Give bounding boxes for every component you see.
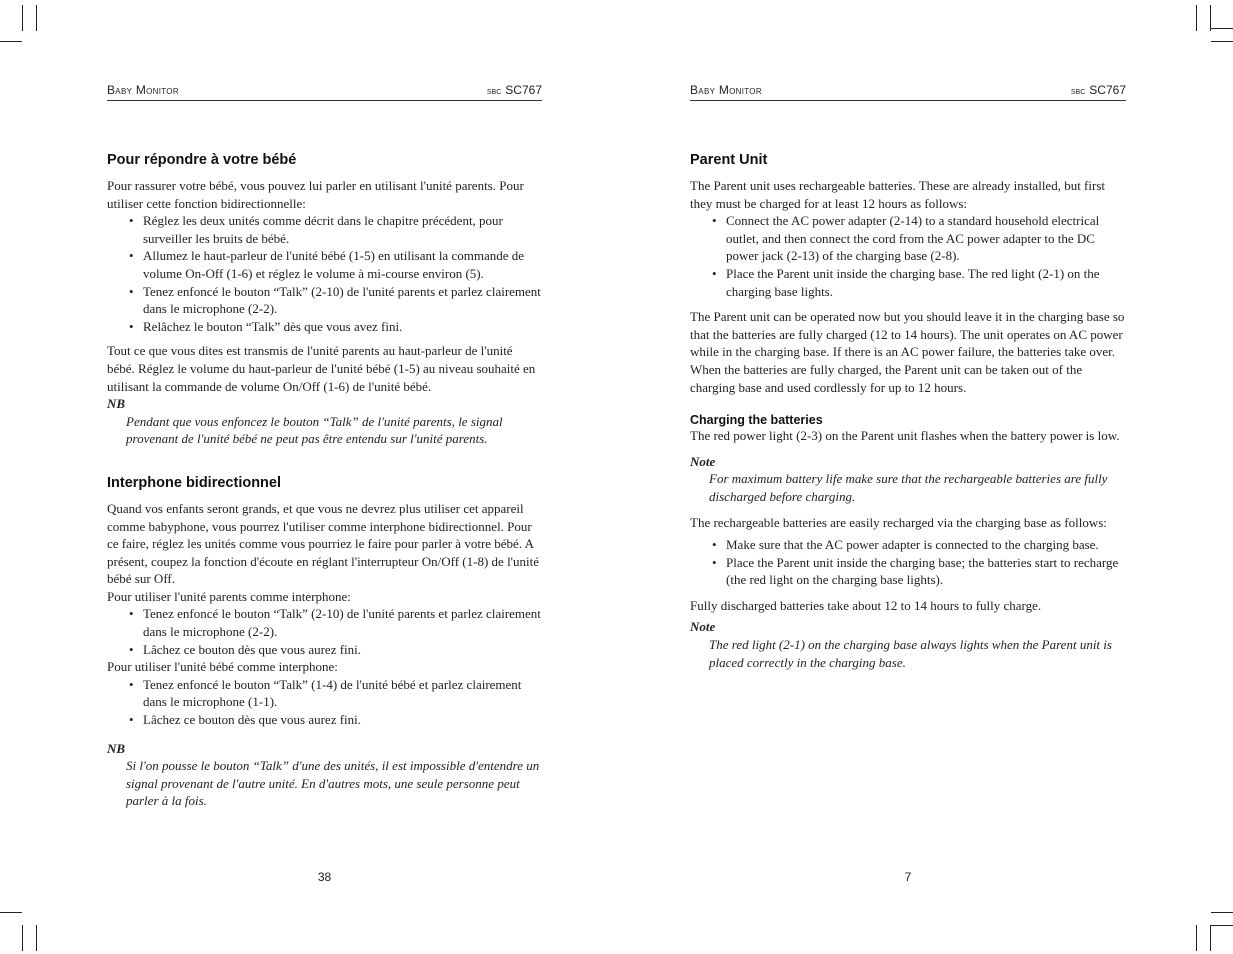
header-title: Baby Monitor [107, 83, 179, 97]
crop-mark [1211, 925, 1233, 926]
section-heading: Pour répondre à votre bébé [107, 152, 297, 168]
list-item: • Tenez enfoncé le bouton “Talk” (2-10) de l'unité parents et parlez clairement dans le microphone (2-2). [143, 283, 542, 318]
list-item: • Allumez le haut-parleur de l'unité bébé (1-5) en utilisant la commande de volume On-Off (1-6) et réglez le volume à mi-course environ (5). [143, 247, 542, 282]
left-content [107, 152, 542, 810]
crop-mark [22, 5, 23, 31]
body-paragraph: When the batteries are fully charged, the Parent unit can be taken out of the charging base and used cordlessly for up to 12 hours. [690, 361, 1083, 395]
crop-mark [1196, 925, 1197, 951]
nb-label: NB [107, 740, 126, 756]
bullet-list [107, 212, 542, 335]
intro-paragraph: Pour rassurer votre bébé, vous pouvez lui parler en utilisant l'unité parents. Pour utiliser cette fonction bidirectionnelle: [107, 178, 524, 211]
crop-mark [36, 925, 37, 951]
crop-mark [1196, 5, 1197, 31]
header-model [487, 83, 542, 97]
model-number: SC767 [505, 83, 542, 97]
crop-mark [22, 925, 23, 951]
list-item: • Tenez enfoncé le bouton “Talk” (1-4) de l'unité bébé et parlez clairement dans le microphone (1-1). [143, 676, 542, 711]
note-text: The red light (2-1) on the charging base always lights when the Parent unit is placed correctly in the charging base. [709, 637, 1112, 670]
header-model [1071, 83, 1126, 97]
page-number: 38 [317, 870, 332, 884]
right-page [690, 0, 1126, 954]
crop-mark [1211, 912, 1233, 913]
model-number: SC767 [1089, 83, 1126, 97]
crop-mark [1210, 925, 1211, 951]
intro-paragraph: The Parent unit uses rechargeable batteries. These are already installed, but first they must be charged for at least 12 hours as follows: [690, 178, 1105, 211]
note-text: For maximum battery life make sure that the rechargeable batteries are fully discharged before charging. [709, 471, 1108, 504]
list-item: • Tenez enfoncé le bouton “Talk” (2-10) de l'unité parents et parlez clairement dans le microphone (2-2). [143, 605, 542, 640]
crop-mark [0, 41, 22, 42]
model-prefix: sbc [1070, 86, 1086, 97]
bullet-list [690, 536, 1126, 589]
crop-mark [36, 5, 37, 31]
section-heading: Parent Unit [690, 152, 768, 168]
list-item: • Réglez les deux unités comme décrit dans le chapitre précédent, pour surveiller les bruits de bébé. [143, 212, 542, 247]
page-header [690, 80, 1126, 101]
crop-mark [1211, 28, 1233, 29]
list-item: • Place the Parent unit inside the charging base. The red light (2-1) on the charging base lights. [726, 265, 1126, 300]
body-paragraph: Tout ce que vous dites est transmis de l'unité parents au haut-parleur de l'unité bébé. Réglez le volume du haut-parleur de l'unité bébé (1-5) au niveau souhaité en utilisant la commande de volume On/Off (1-6) de l'unité bébé. [107, 343, 536, 394]
sub-intro: Pour utiliser l'unité bébé comme interphone: [107, 659, 338, 675]
body-paragraph: The Parent unit can be operated now but you should leave it in the charging base so that the batteries are fully charged (12 to 14 hours). The unit operates on AC power while in the charging base. If there is an AC power failure, the batteries take over. [690, 309, 1125, 360]
section-heading: Interphone bidirectionnel [107, 474, 282, 491]
nb-text: Pendant que vous enfoncez le bouton “Talk” de l'unité parents, le signal provenant de l'unité bébé ne peut pas être entendu sur l'unité parents. [126, 413, 503, 447]
nb-text: Si l'on pousse le bouton “Talk” d'une des unités, il est impossible d'entendre un signal provenant de l'autre unité. En d'autres mots, une seule personne peut parler à la fois. [126, 758, 540, 809]
left-page [107, 0, 542, 954]
body-paragraph: Quand vos enfants seront grands, et que vous ne devrez plus utiliser cet appareil comme babyphone, vous pourrez l'utiliser comme interphone bidirectionnel. Pour ce faire, réglez les unités comme vous pourriez le faire pour parler à votre bébé. A présent, coupez la fonction d'écoute en réglant l'interrupteur On/Off (1-8) de l'unité bébé sur Off. [107, 500, 540, 587]
bullet-list [107, 605, 542, 658]
body-paragraph: Fully discharged batteries take about 12 to 14 hours to fully charge. [690, 597, 1042, 613]
body-paragraph: The rechargeable batteries are easily recharged via the charging base as follows: [690, 514, 1107, 530]
right-content [690, 152, 1126, 671]
model-prefix: sbc [486, 86, 502, 97]
crop-mark [0, 912, 22, 913]
list-item: • Lâchez ce bouton dès que vous aurez fini. [143, 711, 542, 729]
page-number: 7 [904, 870, 912, 884]
list-item: • Relâchez le bouton “Talk” dès que vous avez fini. [143, 318, 542, 336]
crop-mark [1211, 41, 1233, 42]
bullet-list [690, 212, 1126, 300]
list-item: • Connect the AC power adapter (2-14) to a standard household electrical outlet, and then connect the cord from the AC power adapter to the DC power jack (2-13) of the charging base (2-8). [726, 212, 1126, 265]
subheading: Charging the batteries [690, 413, 823, 428]
nb-label: NB [107, 396, 126, 412]
list-item: • Lâchez ce bouton dès que vous aurez fini. [143, 641, 542, 659]
bullet-list [107, 676, 542, 729]
note-label: Note [690, 619, 716, 635]
header-title: Baby Monitor [690, 83, 762, 97]
body-paragraph: The red power light (2-3) on the Parent unit flashes when the battery power is low. [690, 428, 1120, 444]
list-item: • Make sure that the AC power adapter is connected to the charging base. [726, 536, 1126, 554]
page-header [107, 80, 542, 101]
sub-intro: Pour utiliser l'unité parents comme interphone: [107, 588, 351, 604]
list-item: • Place the Parent unit inside the charging base; the batteries start to recharge (the red light on the charging base lights). [726, 554, 1126, 589]
note-label: Note [690, 453, 716, 469]
